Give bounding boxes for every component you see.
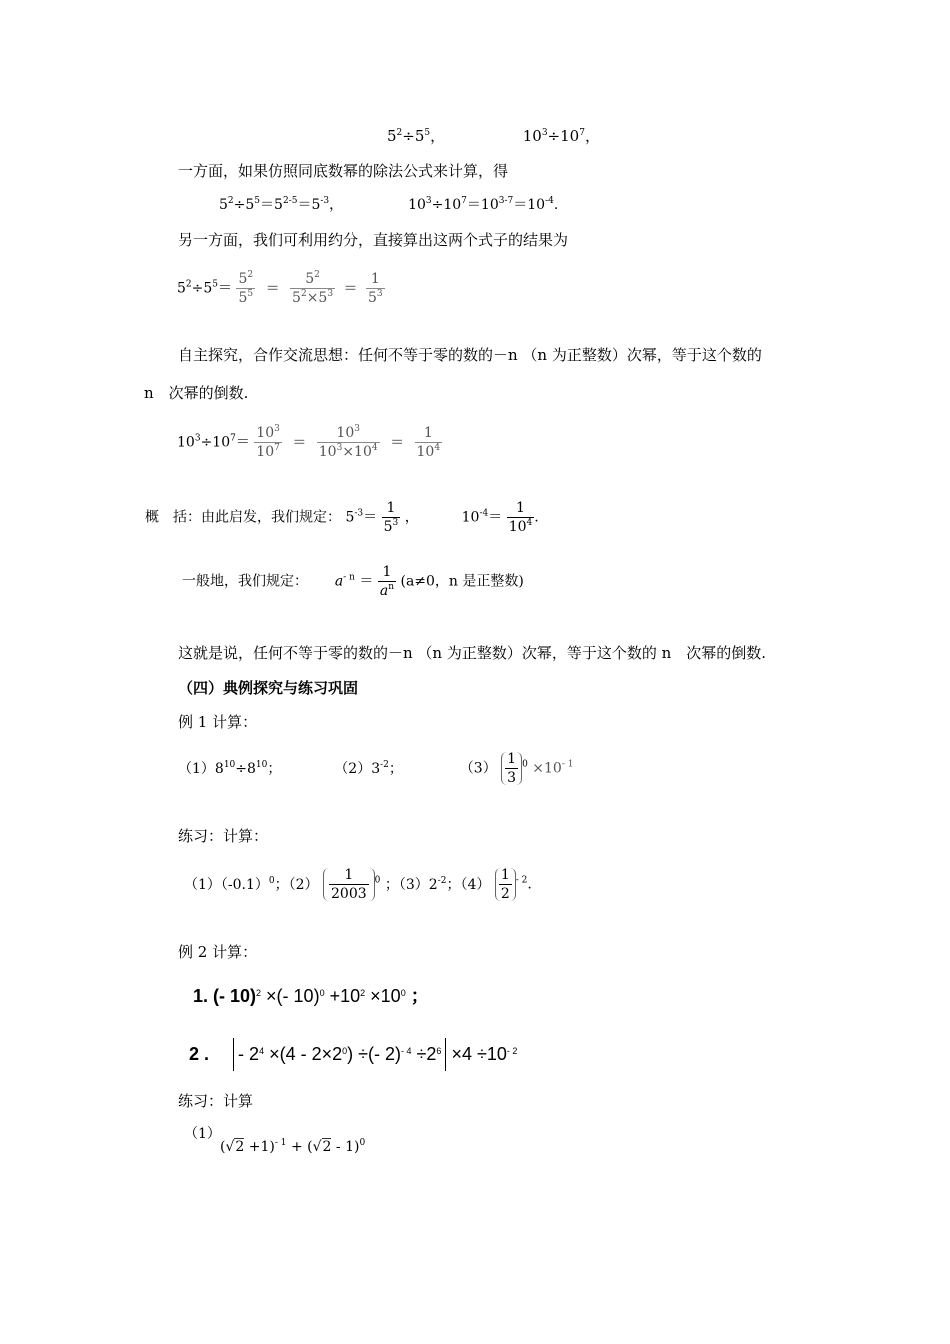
practice-1-title: 练习：计算： bbox=[178, 827, 269, 845]
example-1-items: $(1)8^{10}\div 8^{10}$； $(2)3^{-2}$； （3） $\frac{1}{3}$ $^0 \times 10^{- 1}$ bbox=[178, 751, 574, 786]
fraction-example-10: $10^3\div 10^7=$ $\frac{10^3}{10^7}$ ＝ $\frac{10^3}{10^3\times 10^4}$ ＝ $\frac{1}{10^4}$ bbox=[177, 424, 441, 460]
general-rule: 一般地，我们规定： $a^{- n}$ ＝ $\frac{1}{a^n}$ (a≠0，n 是正整数) bbox=[182, 564, 524, 599]
division-formula-line: $5^2\div 5^5=5^{2-5}=5^{-3}$， $10^3\div 10^7=10^{3-7}=10^{-4}$. bbox=[219, 196, 559, 213]
practice-2-label: （1） bbox=[184, 1126, 221, 1142]
example-2-item-1: 1. (- 10)$^2$ ×(- $10)^0 +10^2 \times 10^0$ ； bbox=[193, 986, 429, 1006]
example-2-title: 例 2 计算： bbox=[178, 943, 258, 961]
example-2-item-2: 2 . - $2^4 \times(4 - 2\times 2^0)$ ÷(- $2)^{- 4} \div 2^6 \times 4 \div 10^{- 2}$ bbox=[189, 1038, 517, 1071]
paragraph-explore: 自主探究，合作交流思想：任何不等于零的数的－n （n 为正整数）次幂，等于这个数的 bbox=[178, 346, 762, 364]
intro-expressions: $5^2\div 5^5$， $10^3\div 10^7$， bbox=[387, 127, 600, 145]
practice-2-expression: $(√2 +1)^{- 1} + (√2 - 1)^0$ bbox=[220, 1138, 366, 1155]
section-heading-4: （四）典例探究与练习巩固 bbox=[178, 679, 359, 697]
fraction-example-5: $5^2\div 5^5=$ $\frac{5^2}{5^5}$ ＝ $\frac{5^2}{5^2\times 5^3}$ ＝ $\frac{1}{5^3}$ bbox=[177, 270, 383, 306]
paragraph-other-hand: 另一方面，我们可利用约分，直接算出这两个式子的结果为 bbox=[178, 231, 569, 249]
practice-2-title: 练习：计算 bbox=[178, 1092, 254, 1110]
example-1-title: 例 1 计算： bbox=[178, 713, 258, 731]
paragraph-one-hand: 一方面，如果仿照同底数幂的除法公式来计算，得 bbox=[178, 162, 509, 180]
paragraph-explore-cont: n 次幂的倒数. bbox=[144, 384, 249, 402]
practice-1-items: $(1)(-0.1)^0$；（2） $\frac{1}{2003}$ $^0$ ；$(3)2^{-2}$；（4） $\frac{1}{2}$ $^{- 2}$. bbox=[184, 867, 532, 902]
summary-rule: 概 括：由此启发，我们规定： $5^{-3}=$ $\frac{1}{5^3}$ ， $10^{-4}=$ $\frac{1}{10^4}$ . bbox=[145, 500, 539, 535]
paragraph-conclusion: 这就是说，任何不等于零的数的－n （n 为正整数）次幂，等于这个数的 n 次幂的倒数. bbox=[178, 644, 767, 662]
